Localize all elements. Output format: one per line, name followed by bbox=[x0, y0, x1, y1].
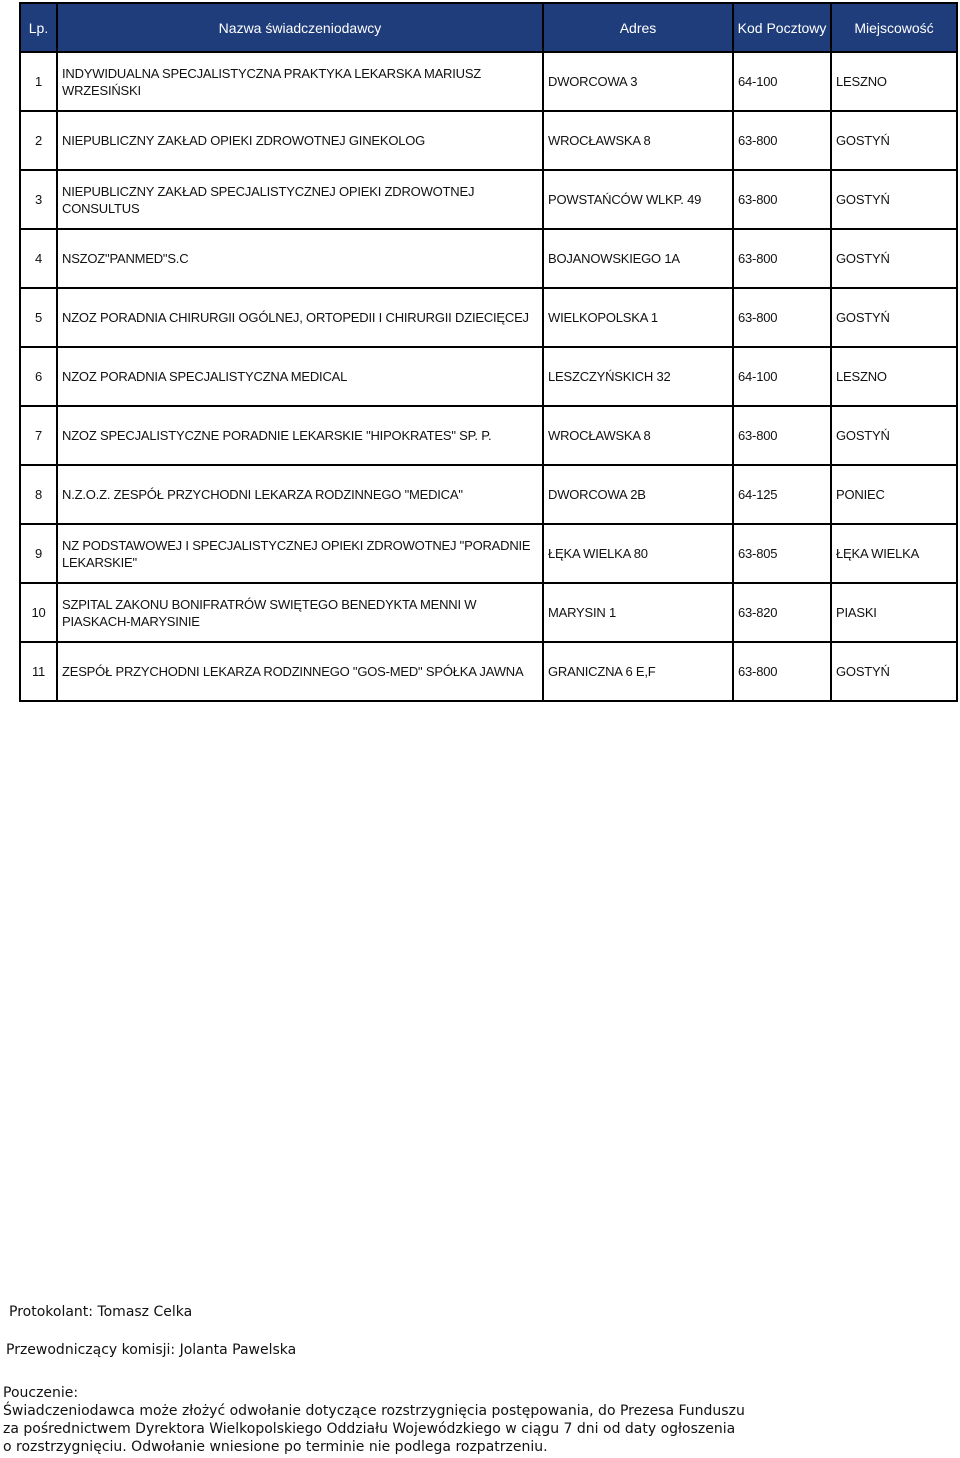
cell-postal-code: 63-800 bbox=[733, 229, 831, 288]
cell-provider-name: SZPITAL ZAKONU BONIFRATRÓW SWIĘTEGO BENEDYKTA MENNI W PIASKACH-MARYSINIE bbox=[57, 583, 543, 642]
cell-provider-name: NZOZ SPECJALISTYCZNE PORADNIE LEKARSKIE "HIPOKRATES" SP. P. bbox=[57, 406, 543, 465]
cell-city: GOSTYŃ bbox=[831, 170, 957, 229]
table-row bbox=[20, 347, 957, 406]
cell-lp: 7 bbox=[20, 406, 57, 465]
cell-lp: 2 bbox=[20, 111, 57, 170]
cell-lp: 9 bbox=[20, 524, 57, 583]
cell-address: DWORCOWA 2B bbox=[543, 465, 733, 524]
cell-provider-name: NZOZ PORADNIA SPECJALISTYCZNA MEDICAL bbox=[57, 347, 543, 406]
cell-provider-name: N.Z.O.Z. ZESPÓŁ PRZYCHODNI LEKARZA RODZINNEGO "MEDICA" bbox=[57, 465, 543, 524]
cell-city: LESZNO bbox=[831, 347, 957, 406]
cell-city: GOSTYŃ bbox=[831, 111, 957, 170]
providers-table bbox=[19, 2, 958, 702]
cell-city: GOSTYŃ bbox=[831, 229, 957, 288]
cell-address: WIELKOPOLSKA 1 bbox=[543, 288, 733, 347]
cell-postal-code: 63-820 bbox=[733, 583, 831, 642]
cell-postal-code: 63-805 bbox=[733, 524, 831, 583]
cell-lp: 8 bbox=[20, 465, 57, 524]
cell-lp: 11 bbox=[20, 642, 57, 701]
cell-postal-code: 63-800 bbox=[733, 642, 831, 701]
table-header-row bbox=[20, 3, 957, 52]
cell-postal-code: 64-100 bbox=[733, 347, 831, 406]
cell-postal-code: 63-800 bbox=[733, 170, 831, 229]
cell-address: WROCŁAWSKA 8 bbox=[543, 406, 733, 465]
cell-provider-name: ZESPÓŁ PRZYCHODNI LEKARZA RODZINNEGO "GOS-MED" SPÓŁKA JAWNA bbox=[57, 642, 543, 701]
header-lp: Lp. bbox=[20, 3, 57, 52]
cell-address: MARYSIN 1 bbox=[543, 583, 733, 642]
footer-protokolant bbox=[0, 1303, 960, 1321]
cell-provider-name: NZOZ PORADNIA CHIRURGII OGÓLNEJ, ORTOPEDII I CHIRURGII DZIECIĘCEJ bbox=[57, 288, 543, 347]
cell-city: LESZNO bbox=[831, 52, 957, 111]
cell-postal-code: 64-100 bbox=[733, 52, 831, 111]
header-address: Adres bbox=[543, 3, 733, 52]
table-row bbox=[20, 170, 957, 229]
cell-city: PIASKI bbox=[831, 583, 957, 642]
cell-lp: 1 bbox=[20, 52, 57, 111]
protokolant-text: Protokolant: Tomasz Celka bbox=[9, 1304, 193, 1320]
cell-lp: 4 bbox=[20, 229, 57, 288]
cell-provider-name: NSZOZ"PANMED"S.C bbox=[57, 229, 543, 288]
cell-lp: 10 bbox=[20, 583, 57, 642]
cell-lp: 6 bbox=[20, 347, 57, 406]
cell-lp: 3 bbox=[20, 170, 57, 229]
cell-address: ŁĘKA WIELKA 80 bbox=[543, 524, 733, 583]
table-row bbox=[20, 406, 957, 465]
table-row bbox=[20, 229, 957, 288]
cell-city: PONIEC bbox=[831, 465, 957, 524]
table-row bbox=[20, 583, 957, 642]
cell-city: GOSTYŃ bbox=[831, 642, 957, 701]
cell-city: ŁĘKA WIELKA bbox=[831, 524, 957, 583]
pouczenie-line: o rozstrzygnięciu. Odwołanie wniesione po terminie nie podlega rozpatrzeniu. bbox=[3, 1439, 548, 1455]
cell-postal-code: 63-800 bbox=[733, 111, 831, 170]
cell-provider-name: NIEPUBLICZNY ZAKŁAD OPIEKI ZDROWOTNEJ GINEKOLOG bbox=[57, 111, 543, 170]
cell-address: BOJANOWSKIEGO 1A bbox=[543, 229, 733, 288]
cell-provider-name: NZ PODSTAWOWEJ I SPECJALISTYCZNEJ OPIEKI ZDROWOTNEJ "PORADNIE LEKARSKIE" bbox=[57, 524, 543, 583]
cell-provider-name: INDYWIDUALNA SPECJALISTYCZNA PRAKTYKA LEKARSKA MARIUSZ WRZESIŃSKI bbox=[57, 52, 543, 111]
cell-city: GOSTYŃ bbox=[831, 288, 957, 347]
table-row bbox=[20, 524, 957, 583]
table-row bbox=[20, 111, 957, 170]
cell-provider-name: NIEPUBLICZNY ZAKŁAD SPECJALISTYCZNEJ OPIEKI ZDROWOTNEJ CONSULTUS bbox=[57, 170, 543, 229]
pouczenie-line: Świadczeniodawca może złożyć odwołanie dotyczące rozstrzygnięcia postępowania, do Prezesa Funduszu bbox=[3, 1403, 745, 1419]
table-row bbox=[20, 465, 957, 524]
pouczenie-label: Pouczenie: bbox=[3, 1385, 79, 1401]
cell-address: POWSTAŃCÓW WLKP. 49 bbox=[543, 170, 733, 229]
table-row bbox=[20, 642, 957, 701]
header-city: Miejscowość bbox=[831, 3, 957, 52]
pouczenie-line: za pośrednictwem Dyrektora Wielkopolskiego Oddziału Wojewódzkiego w ciągu 7 dni od daty ogłoszenia bbox=[3, 1421, 736, 1437]
header-postal-code: Kod Pocztowy bbox=[733, 3, 831, 52]
table-row bbox=[20, 52, 957, 111]
table-row bbox=[20, 288, 957, 347]
cell-postal-code: 64-125 bbox=[733, 465, 831, 524]
cell-address: LESZCZYŃSKICH 32 bbox=[543, 347, 733, 406]
cell-postal-code: 63-800 bbox=[733, 288, 831, 347]
cell-city: GOSTYŃ bbox=[831, 406, 957, 465]
cell-address: GRANICZNA 6 E,F bbox=[543, 642, 733, 701]
header-name: Nazwa świadczeniodawcy bbox=[57, 3, 543, 52]
cell-address: WROCŁAWSKA 8 bbox=[543, 111, 733, 170]
cell-address: DWORCOWA 3 bbox=[543, 52, 733, 111]
przewodniczacy-text: Przewodniczący komisji: Jolanta Pawelska bbox=[6, 1342, 297, 1358]
table-body bbox=[20, 52, 957, 701]
cell-lp: 5 bbox=[20, 288, 57, 347]
footer-przewodniczacy bbox=[0, 1341, 960, 1359]
cell-postal-code: 63-800 bbox=[733, 406, 831, 465]
footer-pouczenie bbox=[0, 1384, 960, 1456]
